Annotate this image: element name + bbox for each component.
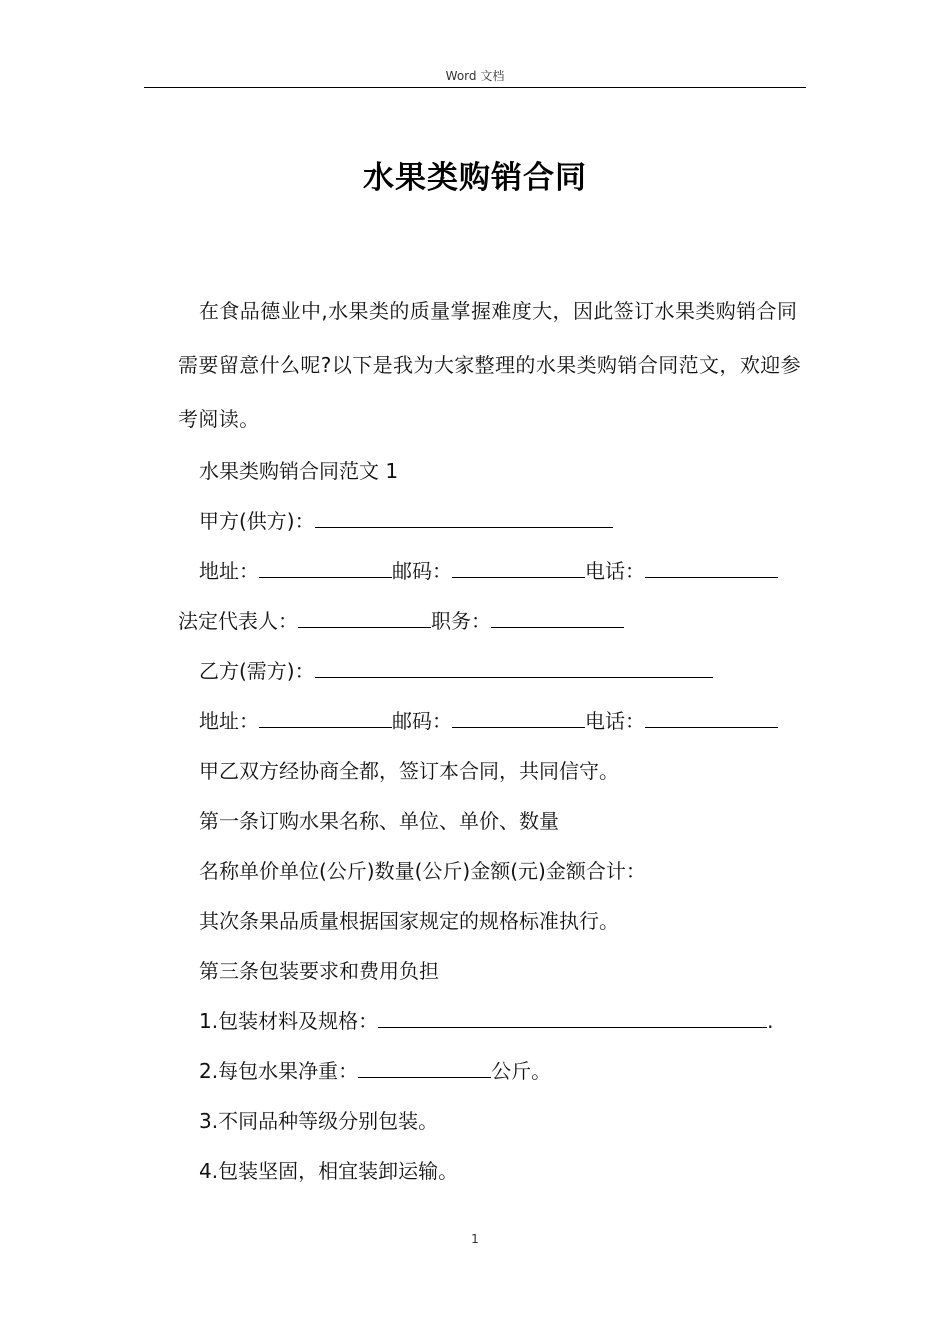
party-a-postcode-blank <box>452 559 585 578</box>
party-a-label: 甲方(供方)： <box>199 509 315 533</box>
party-a-postcode-label: 邮码： <box>392 559 452 583</box>
party-b-blank <box>315 659 713 678</box>
party-b-postcode-blank <box>452 709 585 728</box>
party-b-address-label: 地址： <box>199 709 259 733</box>
article-2-text: 其次条果品质量根据国家规定的规格标准执行。 <box>199 909 619 933</box>
document-body <box>178 284 808 1196</box>
packaging-item-2-label: 2.每包水果净重： <box>199 1059 359 1083</box>
section-heading: 水果类购销合同范文 1 <box>199 459 399 483</box>
party-a-representative-line <box>178 596 808 646</box>
position-label: 职务： <box>431 609 491 633</box>
packaging-item-4: 4.包装坚固，相宜装卸运输。 <box>199 1159 459 1183</box>
article-3-heading: 第三条包装要求和费用负担 <box>199 959 439 983</box>
legal-rep-label: 法定代表人： <box>178 609 298 633</box>
party-b-phone-label: 电话： <box>585 709 645 733</box>
packaging-item-1-end: . <box>767 1009 774 1033</box>
party-a-address-label: 地址： <box>199 559 259 583</box>
party-b-phone-blank <box>645 709 778 728</box>
packaging-item-1-label: 1.包装材料及规格： <box>199 1009 379 1033</box>
party-b-postcode-label: 邮码： <box>392 709 452 733</box>
party-b-line <box>178 646 808 696</box>
party-a-phone-label: 电话： <box>585 559 645 583</box>
party-a-address-blank <box>259 559 392 578</box>
packaging-item-1 <box>178 996 808 1046</box>
party-a-contact-line <box>178 546 808 596</box>
page-number: 1 <box>471 1232 479 1246</box>
party-b-label: 乙方(需方)： <box>199 659 315 683</box>
page-header: Word 文档 <box>445 69 505 83</box>
party-b-address-blank <box>259 709 392 728</box>
legal-rep-blank <box>298 609 431 628</box>
party-a-line <box>178 496 808 546</box>
header-divider <box>144 87 806 88</box>
packaging-item-2 <box>178 1046 808 1096</box>
packaging-item-3: 3.不同品种等级分别包装。 <box>199 1109 439 1133</box>
party-b-contact-line <box>178 696 808 746</box>
document-title: 水果类购销合同 <box>363 160 587 196</box>
intro-paragraph: 在食品德业中,水果类的质量掌握难度大，因此签订水果类购销合同需要留意什么呢?以下是我为大家整理的水果类购销合同范文，欢迎参考阅读。 <box>178 299 802 431</box>
party-a-phone-blank <box>645 559 778 578</box>
net-weight-blank <box>358 1059 491 1078</box>
agreement-clause: 甲乙双方经协商全都，签订本合同，共同信守。 <box>199 759 619 783</box>
article-1-heading: 第一条订购水果名称、单位、单价、数量 <box>199 809 559 833</box>
packaging-item-2-unit: 公斤。 <box>491 1059 552 1083</box>
position-blank <box>491 609 624 628</box>
article-1-columns: 名称单价单位(公斤)数量(公斤)金额(元)金额合计： <box>199 859 646 883</box>
party-a-blank <box>315 509 613 528</box>
packaging-material-blank <box>378 1009 767 1028</box>
